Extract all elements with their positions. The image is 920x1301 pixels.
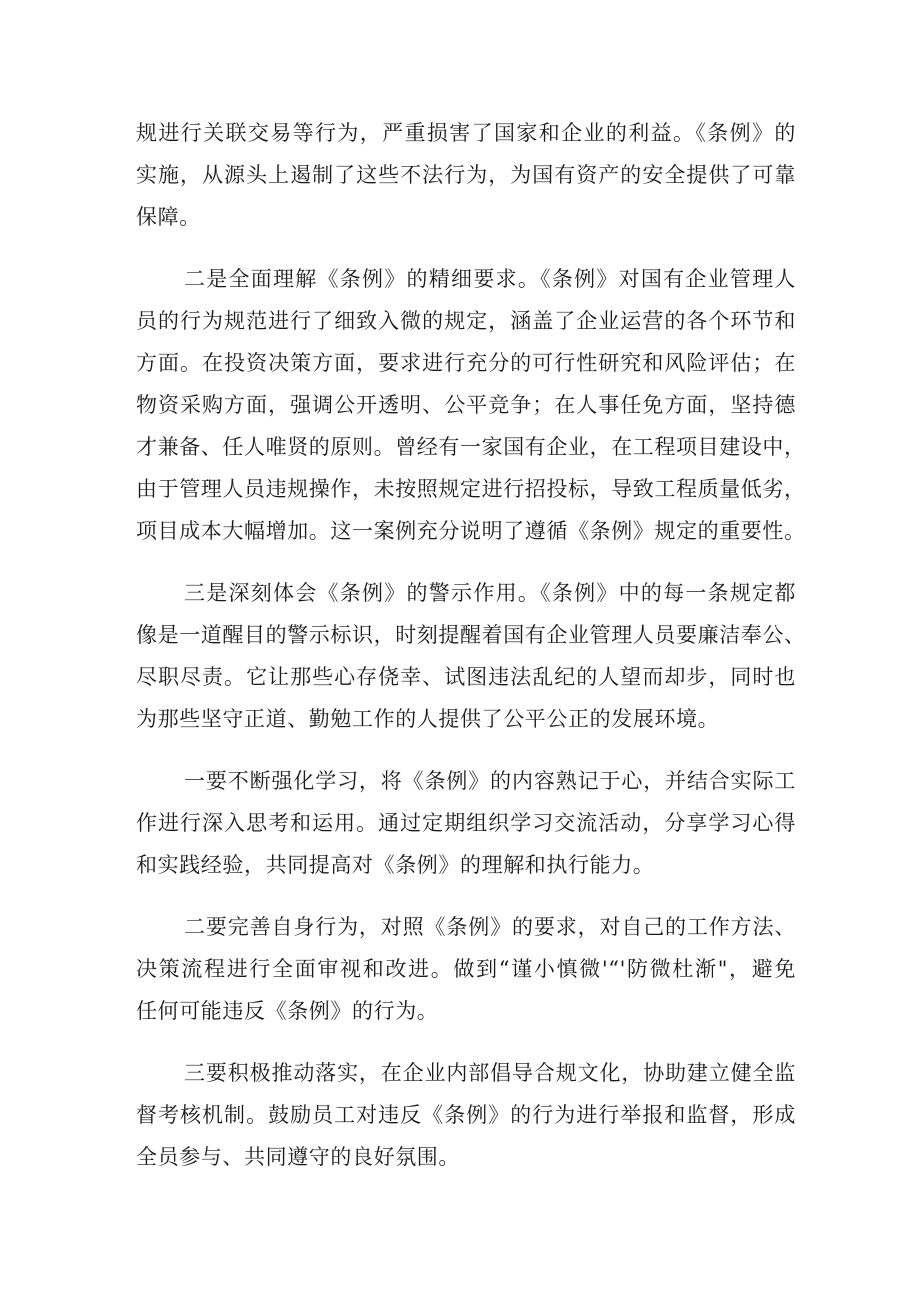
document-body <box>136 112 806 1198</box>
text-line: 任何可能违反《条例》的行为。 <box>136 999 439 1023</box>
paragraph <box>136 258 806 552</box>
paragraph <box>136 906 796 1032</box>
text-line: 像是一道醒目的警示标识，时刻提醒着国有企业管理人员要廉洁奉公、 <box>136 623 806 647</box>
text-line: 决策流程进行全面审视和改进。做到“谨小慎微'“'防微杜渐"，避免 <box>136 957 796 981</box>
text-line: 保障。 <box>136 205 201 229</box>
text-line: 尽职尽责。它让那些心存侥幸、试图违法乱纪的人望而却步，同时也 <box>136 665 796 689</box>
text-line: 督考核机制。鼓励员工对违反《条例》的行为进行举报和监督，形成 <box>136 1103 796 1127</box>
text-line: 方面。在投资决策方面，要求进行充分的可行性研究和风险评估；在 <box>136 351 796 375</box>
text-line: 作进行深入思考和运用。通过定期组织学习交流活动，分享学习心得 <box>136 811 796 835</box>
text-line: 物资采购方面，强调公开透明、公平竞争；在人事任免方面，坚持德 <box>136 393 796 417</box>
text-line: 二是全面理解《条例》的精细要求。《条例》对国有企业管理人 <box>184 267 796 291</box>
text-line: 二要完善自身行为，对照《条例》的要求，对自己的工作方法、 <box>184 915 796 939</box>
text-line: 项目成本大幅增加。这一案例充分说明了遵循《条例》规定的重要性。 <box>136 519 806 543</box>
text-line: 才兼备、任人唯贤的原则。曾经有一家国有企业，在工程项目建设中， <box>136 435 806 459</box>
text-line: 全员参与、共同遵守的良好氛围。 <box>136 1145 460 1169</box>
paragraph <box>136 112 796 238</box>
text-line: 规进行关联交易等行为，严重损害了国家和企业的利益。《条例》的 <box>136 121 796 145</box>
text-line: 三要积极推动落实，在企业内部倡导合规文化，协助建立健全监 <box>184 1061 796 1085</box>
paragraph <box>136 572 806 740</box>
text-line: 为那些坚守正道、勤勉工作的人提供了公平公正的发展环境。 <box>136 707 720 731</box>
paragraph <box>136 760 796 886</box>
text-line: 三是深刻体会《条例》的警示作用。《条例》中的每一条规定都 <box>184 581 796 605</box>
text-line: 和实践经验，共同提高对《条例》的理解和执行能力。 <box>136 853 655 877</box>
text-line: 一要不断强化学习，将《条例》的内容熟记于心，并结合实际工 <box>184 769 796 793</box>
text-line: 实施，从源头上遏制了这些不法行为，为国有资产的安全提供了可靠 <box>136 163 796 187</box>
text-line: 员的行为规范进行了细致入微的规定，涵盖了企业运营的各个环节和 <box>136 309 796 333</box>
paragraph <box>136 1052 796 1178</box>
text-line: 由于管理人员违规操作，未按照规定进行招投标，导致工程质量低劣， <box>136 477 806 501</box>
